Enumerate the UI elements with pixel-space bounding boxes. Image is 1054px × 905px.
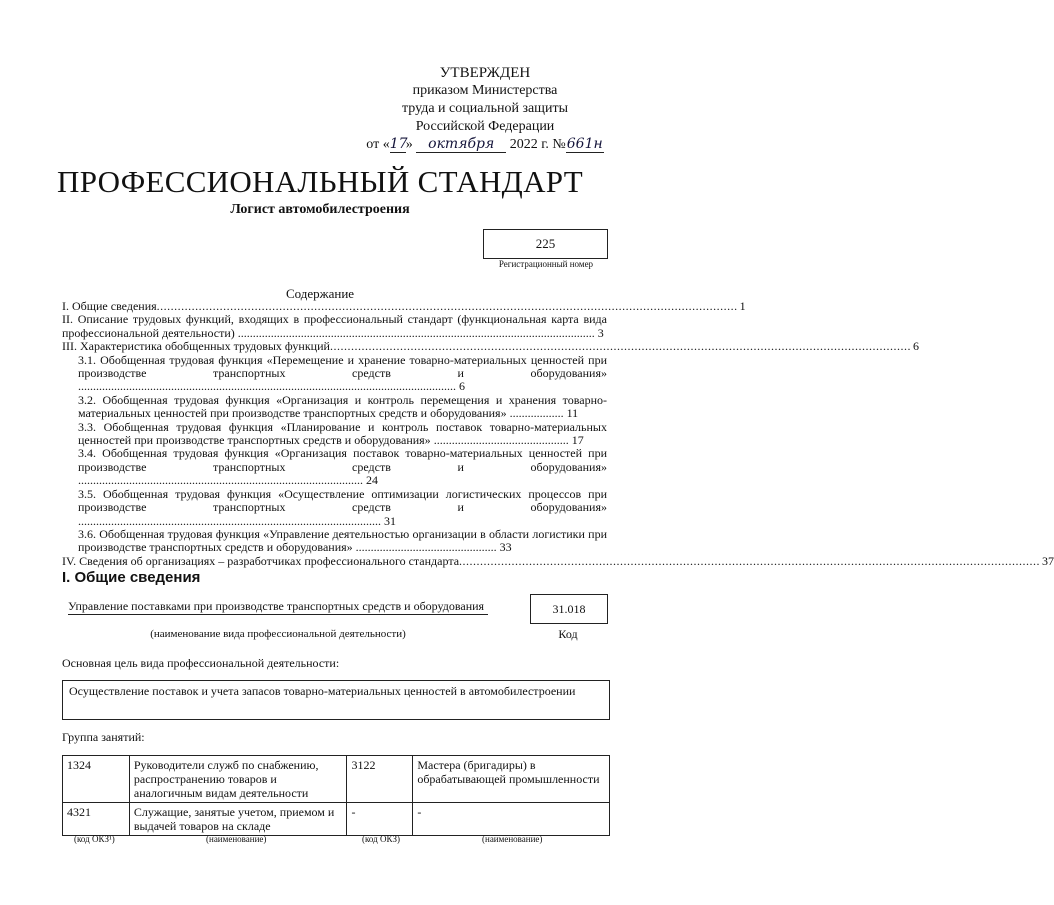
table-cell-name: Служащие, занятые учетом, приемом и выдачей товаров на складе (129, 803, 347, 836)
toc-item[interactable] (62, 339, 919, 354)
toc-item-text: 3.2. Обобщенная трудовая функция «Организация и контроль перемещения и хранения товарно-материальных ценностей при производстве транспортных средств и оборудования» (78, 392, 607, 421)
table-row (63, 803, 610, 836)
date-day: 17 (389, 136, 408, 152)
table-cell-code: 4321 (63, 803, 130, 836)
toc-item-page: 37 (1042, 553, 1054, 568)
groups-footer-name-2: (наименование) (482, 834, 543, 844)
toc-item[interactable] (62, 421, 607, 448)
toc-item[interactable] (62, 299, 746, 313)
toc-leader-dots: ...................................................................................................................................................................... (459, 553, 1041, 568)
registration-number-box: 225 (483, 229, 608, 259)
table-cell-name: - (413, 803, 610, 836)
groups-footer-name-1: (наименование) (206, 834, 267, 844)
occupation-groups-table (62, 755, 610, 836)
toc-item-text: III. Характеристика обобщенных трудовых функций (62, 339, 330, 354)
toc-item-text: 3.6. Обобщенная трудовая функция «Управление деятельностью организации в области логистики при производстве транспортных средств и оборудования» (78, 526, 607, 555)
toc-item-text: IV. Сведения об организациях – разработчиках профессионального стандарта (62, 553, 460, 568)
section-title: I. Общие сведения (62, 569, 201, 586)
toc-item[interactable] (62, 354, 607, 394)
toc-item-text: 3.3. Обобщенная трудовая функция «Планирование и контроль поставок товарно-материальных ценностей при производстве транспортных средств и оборудования» (78, 419, 607, 448)
toc-item[interactable] (62, 313, 607, 340)
toc-title: Содержание (285, 286, 355, 301)
activity-code-box: 31.018 (530, 594, 608, 624)
toc-item-page: 6 (459, 379, 465, 394)
approval-block (360, 64, 610, 154)
toc-item-page: 3 (597, 325, 604, 340)
toc-item[interactable] (62, 528, 607, 555)
groups-footer-code-2: (код ОКЗ) (362, 834, 400, 844)
goal-box: Осуществление поставок и учета запасов товарно-материальных ценностей в автомобилестроении (62, 680, 610, 720)
table-cell-name: Мастера (бригадиры) в обрабатывающей промышленности (413, 756, 610, 803)
group-label: Группа занятий: (62, 730, 145, 744)
date-prefix: от « (366, 137, 390, 152)
toc-leader-dots: ............................................... (355, 540, 497, 555)
toc-item[interactable] (62, 553, 1054, 568)
toc-item-text: 3.1. Обобщенная трудовая функция «Перемещение и хранение товарно-материальных ценностей при производстве транспортных средств и оборудования» (78, 352, 607, 381)
table-cell-code: 3122 (347, 756, 413, 803)
approval-line-2: приказом Министерства (412, 83, 558, 98)
date-month: октября (416, 137, 506, 153)
table-cell-name: Руководители служб по снабжению, распространению товаров и аналогичным видам деятельности (129, 756, 347, 803)
toc-item[interactable] (62, 394, 607, 421)
activity-code-caption: Код (558, 627, 578, 641)
approval-date-line (360, 136, 610, 154)
toc-item-page: 31 (384, 513, 396, 528)
toc-item-text: 3.4. Обобщенная трудовая функция «Организация поставок товарно-материальных ценностей при производстве транспортных средств и оборудования» (78, 446, 607, 474)
toc-item-text: I. Общие сведения (62, 299, 157, 313)
document-subtitle: Логист автомобилестроения (230, 202, 410, 217)
toc-item-page: 6 (912, 339, 919, 354)
registration-number-caption: Регистрационный номер (498, 259, 594, 269)
toc-item-page: 17 (571, 433, 584, 448)
toc-item-text: 3.5. Обобщенная трудовая функция «Осуществление оптимизации логистических процессов при производстве транспортных средств и оборудования» (78, 486, 607, 515)
activity-caption: (наименование вида профессиональной деятельности) (150, 628, 406, 640)
approval-line-3: труда и социальной защиты (402, 101, 568, 116)
approval-line-4: Российской Федерации (415, 119, 555, 134)
order-number: 661н (566, 136, 603, 152)
toc-item[interactable] (62, 447, 607, 487)
toc-item-page: 33 (499, 540, 512, 555)
approval-line-1: УТВЕРЖДЕН (439, 65, 531, 81)
date-year: 2022 г. № (509, 137, 566, 152)
table-cell-code: - (347, 803, 413, 836)
table-cell-code: 1324 (63, 756, 130, 803)
toc-item-page: 1 (739, 299, 746, 313)
toc-leader-dots: ............................................. (433, 433, 569, 448)
date-mid: » (405, 137, 413, 152)
toc-leader-dots: .............................................................................................................................. (78, 379, 456, 394)
goal-label: Основная цель вида профессиональной деятельности: (62, 656, 340, 670)
groups-footer-code-1: (код ОКЗ¹) (74, 834, 115, 844)
toc-item-page: 24 (366, 473, 378, 488)
toc-leader-dots: ...................................................................................................................................................................... (329, 339, 911, 354)
toc-leader-dots: ....................................................................................................................... (237, 325, 595, 340)
toc-item[interactable] (62, 488, 607, 528)
activity-name: Управление поставками при производстве транспортных средств и оборудования (68, 599, 488, 615)
toc-leader-dots: ............................................................................................... (78, 473, 363, 488)
document-title: ПРОФЕССИОНАЛЬНЫЙ СТАНДАРТ (57, 164, 583, 199)
toc-item-text: II. Описание трудовых функций, входящих в профессиональный стандарт (функциональная карта вида профессиональной деятельности) (62, 312, 607, 340)
toc-leader-dots: ...................................................................................................................................................................... (156, 299, 738, 313)
toc-item-page: 11 (566, 406, 579, 421)
table-row (63, 756, 610, 803)
toc-leader-dots: .................. (509, 406, 564, 421)
table-of-contents (62, 299, 1054, 568)
toc-leader-dots: ..................................................................................................... (78, 513, 381, 528)
